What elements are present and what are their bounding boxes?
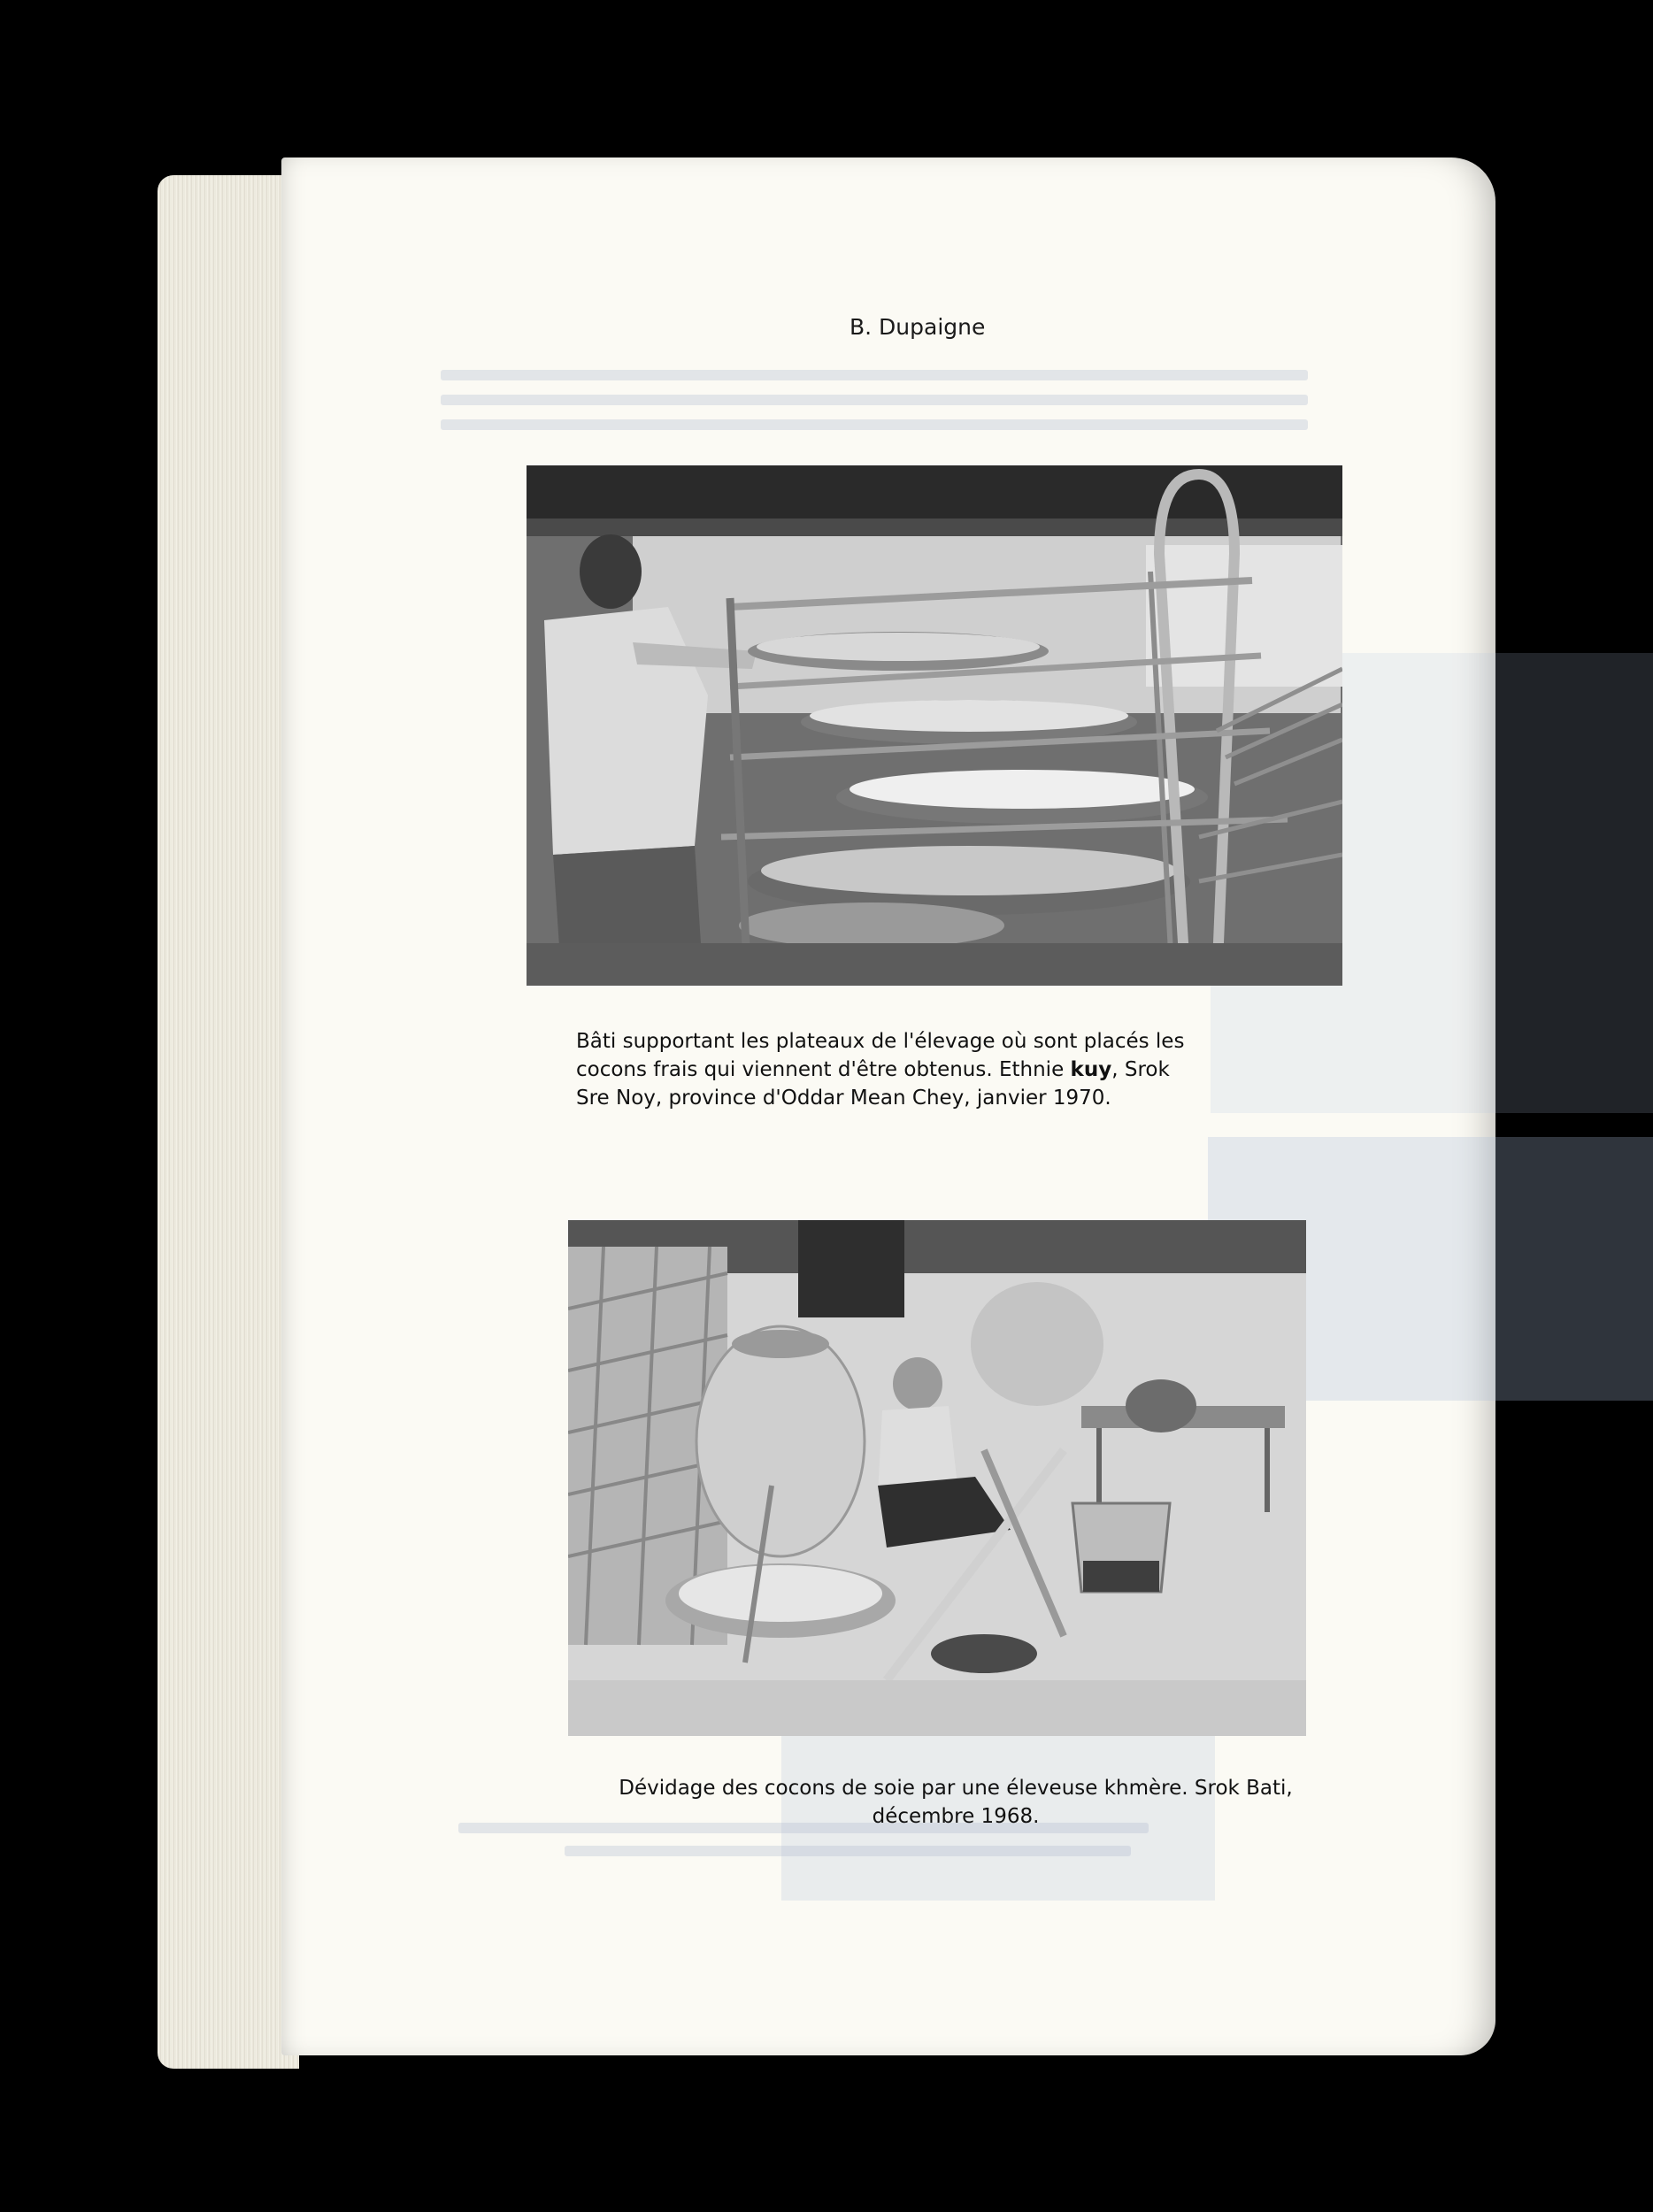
caption-line: [576, 1056, 1249, 1084]
running-header-author: B. Dupaigne: [850, 314, 986, 340]
photo-silk-reeling: [568, 1220, 1306, 1736]
photo-cocoon-tray-rack: [527, 465, 1342, 986]
show-through-text: [441, 395, 1308, 405]
caption-line: décembre 1968.: [872, 1805, 1040, 1828]
caption-text: cocons frais qui viennent d'être obtenus. Ethnie: [576, 1058, 1071, 1081]
show-through-text: [441, 419, 1308, 430]
ethnic-group-name: kuy: [1070, 1058, 1112, 1081]
figure-caption-1: [576, 1027, 1249, 1112]
caption-line: Dévidage des cocons de soie par une éleveuse khmère. Srok Bati,: [619, 1777, 1293, 1800]
book-page-edges: [158, 175, 299, 2069]
show-through-text: [441, 370, 1308, 380]
caption-text: , Srok: [1111, 1058, 1170, 1081]
caption-line: Sre Noy, province d'Oddar Mean Chey, janvier 1970.: [576, 1087, 1111, 1110]
figure-caption-2: [566, 1774, 1345, 1831]
show-through-text: [565, 1846, 1131, 1856]
caption-line: Bâti supportant les plateaux de l'élevage où sont placés les: [576, 1030, 1185, 1053]
